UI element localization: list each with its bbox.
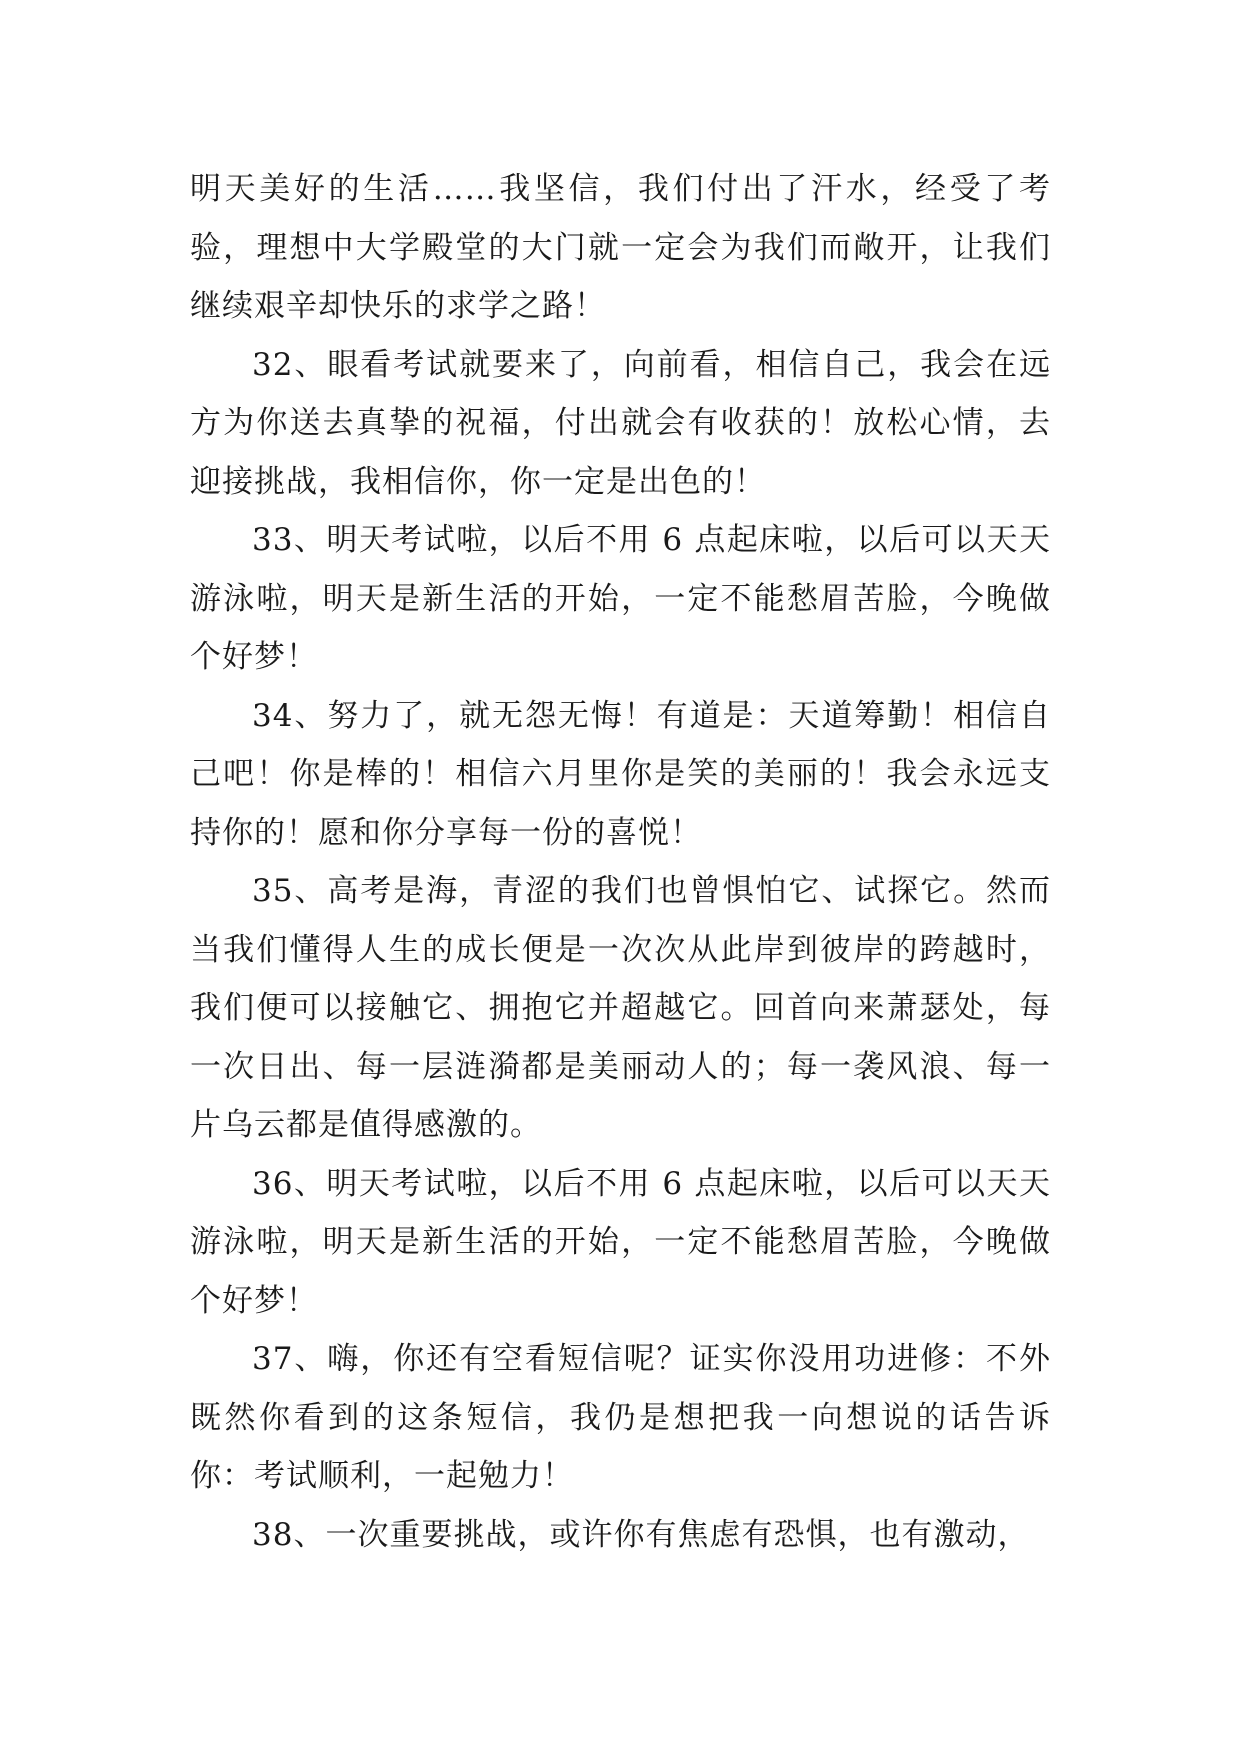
paragraph-32: 32、眼看考试就要来了，向前看，相信自己，我会在远方为你送去真挚的祝福，付出就会有收获的！放松心情，去迎接挑战，我相信你，你一定是出色的！: [190, 346, 1051, 500]
paragraph: 明天美好的生活……我坚信，我们付出了汗水，经受了考验，理想中大学殿堂的大门就一定会为我们而敞开，让我们继续艰辛却快乐的求学之路！: [190, 171, 1051, 324]
paragraph-37: 37、嗨，你还有空看短信呢？证实你没用功进修：不外既然你看到的这条短信，我仍是想把我一向想说的话告诉你：考试顺利，一起勉力！: [190, 1341, 1051, 1494]
paragraph-38: 38、一次重要挑战，或许你有焦虑有恐惧，也有激动，: [252, 1516, 1030, 1553]
paragraph-35: 35、高考是海，青涩的我们也曾惧怕它、试探它。然而当我们懂得人生的成长便是一次次从此岸到彼岸的跨越时，我们便可以接触它、拥抱它并超越它。回首向来萧瑟处，每一次日出、每一层涟漪都是美丽动人的；每一袭风浪、每一片乌云都是值得感激的。: [190, 873, 1051, 1143]
document-body: [190, 160, 1051, 1564]
paragraph-33: 33、明天考试啦，以后不用 6 点起床啦，以后可以天天游泳啦，明天是新生活的开始，一定不能愁眉苦脸，今晚做个好梦！: [190, 522, 1051, 675]
paragraph-34: 34、努力了，就无怨无悔！有道是：天道筹勤！相信自己吧！你是棒的！相信六月里你是笑的美丽的！我会永远支持你的！愿和你分享每一份的喜悦！: [190, 697, 1051, 851]
paragraph-36: 36、明天考试啦，以后不用 6 点起床啦，以后可以天天游泳啦，明天是新生活的开始，一定不能愁眉苦脸，今晚做个好梦！: [190, 1165, 1051, 1319]
